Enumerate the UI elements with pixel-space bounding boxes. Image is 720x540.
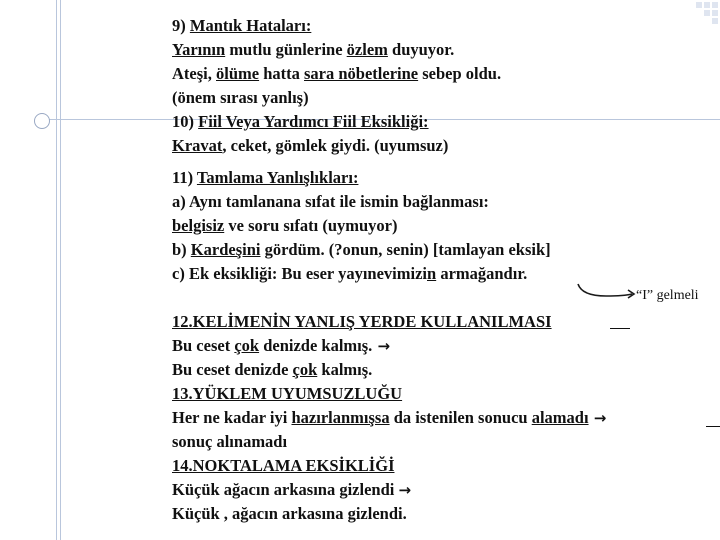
text-line xyxy=(172,38,501,62)
line-underline-extension xyxy=(706,426,720,427)
text-segment: 11) xyxy=(172,168,197,187)
text-segment: (önem sırası yanlış) xyxy=(172,88,309,107)
underlined-text: Tamlama Yanlışlıkları: xyxy=(196,168,359,187)
text-segment: ve soru sıfatı (uymuyor) xyxy=(224,216,398,235)
text-line xyxy=(172,406,606,430)
underlined-text: n xyxy=(427,264,437,283)
underlined-text: Kardeşini xyxy=(190,240,261,259)
text-line xyxy=(172,166,551,190)
text-segment: 10) xyxy=(172,112,199,131)
text-segment: mutlu günlerine xyxy=(225,40,347,59)
rule-circle-ornament xyxy=(34,113,50,129)
text-segment: duyuyor. xyxy=(387,40,455,59)
underlined-text: çok xyxy=(292,360,318,379)
heading-underline-extension xyxy=(610,328,630,329)
text-line xyxy=(172,86,501,110)
text-line xyxy=(172,454,606,478)
correction-note: “I” gelmeli xyxy=(636,288,699,303)
underlined-text: Yarının xyxy=(172,40,226,59)
text-segment: 9) xyxy=(172,16,190,35)
curved-arrow-icon xyxy=(576,280,638,302)
text-segment: Her ne kadar iyi xyxy=(172,408,292,427)
text-line xyxy=(172,358,606,382)
text-segment: da istenilen sonucu xyxy=(389,408,532,427)
text-line xyxy=(172,310,606,334)
text-line xyxy=(172,110,501,134)
text-segment: , ceket, gömlek giydi. (uyumsuz) xyxy=(222,136,449,155)
text-line xyxy=(172,478,606,502)
text-segment: c) Ek eksikliği: Bu eser yayınevimizi xyxy=(172,264,427,283)
text-segment: sebep oldu. xyxy=(418,64,502,83)
text-segment: armağandır. xyxy=(436,264,528,283)
underlined-text: sara nöbetlerine xyxy=(304,64,419,83)
text-segment: sonuç alınamadı xyxy=(172,432,288,451)
section-kelime-yuklem-noktalama xyxy=(172,310,606,526)
underlined-text: alamadı xyxy=(531,408,589,427)
text-line xyxy=(172,134,501,158)
text-segment: gördüm. (?onun, senin) [tamlayan eksik] xyxy=(260,240,551,259)
underlined-text: Mantık Hataları: xyxy=(189,16,312,35)
text-segment: kalmış. xyxy=(317,360,373,379)
left-margin-line-2 xyxy=(60,0,61,540)
underlined-text: 13.YÜKLEM UYUMSUZLUĞU xyxy=(172,384,403,403)
underlined-text: 12.KELİMENİN YANLIŞ YERDE KULLANILMASI xyxy=(172,312,552,331)
text-line xyxy=(172,262,551,286)
section-tamlama-yanlisliklari xyxy=(172,166,551,286)
text-line xyxy=(172,14,501,38)
text-segment: Bu ceset xyxy=(172,336,235,355)
section-mantik-hatalari xyxy=(172,14,501,158)
underlined-text: 14.NOKTALAMA EKSİKLİĞİ xyxy=(172,456,395,475)
text-line xyxy=(172,502,606,526)
text-segment: Küçük , ağacın arkasına gizlendi. xyxy=(172,504,407,523)
text-line xyxy=(172,238,551,262)
text-line xyxy=(172,382,606,406)
underlined-text: özlem xyxy=(346,40,388,59)
text-line xyxy=(172,190,551,214)
text-segment: Bu ceset denizde xyxy=(172,360,293,379)
underlined-text: Fiil Veya Yardımcı Fiil Eksikliği: xyxy=(198,112,429,131)
text-segment: Küçük ağacın arkasına gizlendi xyxy=(172,480,399,499)
underlined-text: belgisiz xyxy=(172,216,225,235)
underlined-text: ölüme xyxy=(216,64,260,83)
text-line xyxy=(172,334,606,358)
text-line xyxy=(172,214,551,238)
corner-grid-ornament xyxy=(660,0,720,30)
right-arrow-icon: → xyxy=(398,481,412,499)
right-arrow-icon: → xyxy=(588,409,607,427)
right-arrow-icon: → xyxy=(372,337,391,355)
text-segment: b) xyxy=(172,240,191,259)
underlined-text: çok xyxy=(234,336,260,355)
text-line xyxy=(172,62,501,86)
text-segment: hatta xyxy=(259,64,305,83)
text-line xyxy=(172,430,606,454)
left-margin-line xyxy=(56,0,57,540)
text-segment: a) Aynı tamlanana sıfat ile ismin bağlanması: xyxy=(172,192,489,211)
text-segment: Ateşi, xyxy=(172,64,216,83)
underlined-text: hazırlanmışsa xyxy=(291,408,390,427)
text-segment: denizde kalmış. xyxy=(259,336,373,355)
underlined-text: Kravat xyxy=(172,136,223,155)
